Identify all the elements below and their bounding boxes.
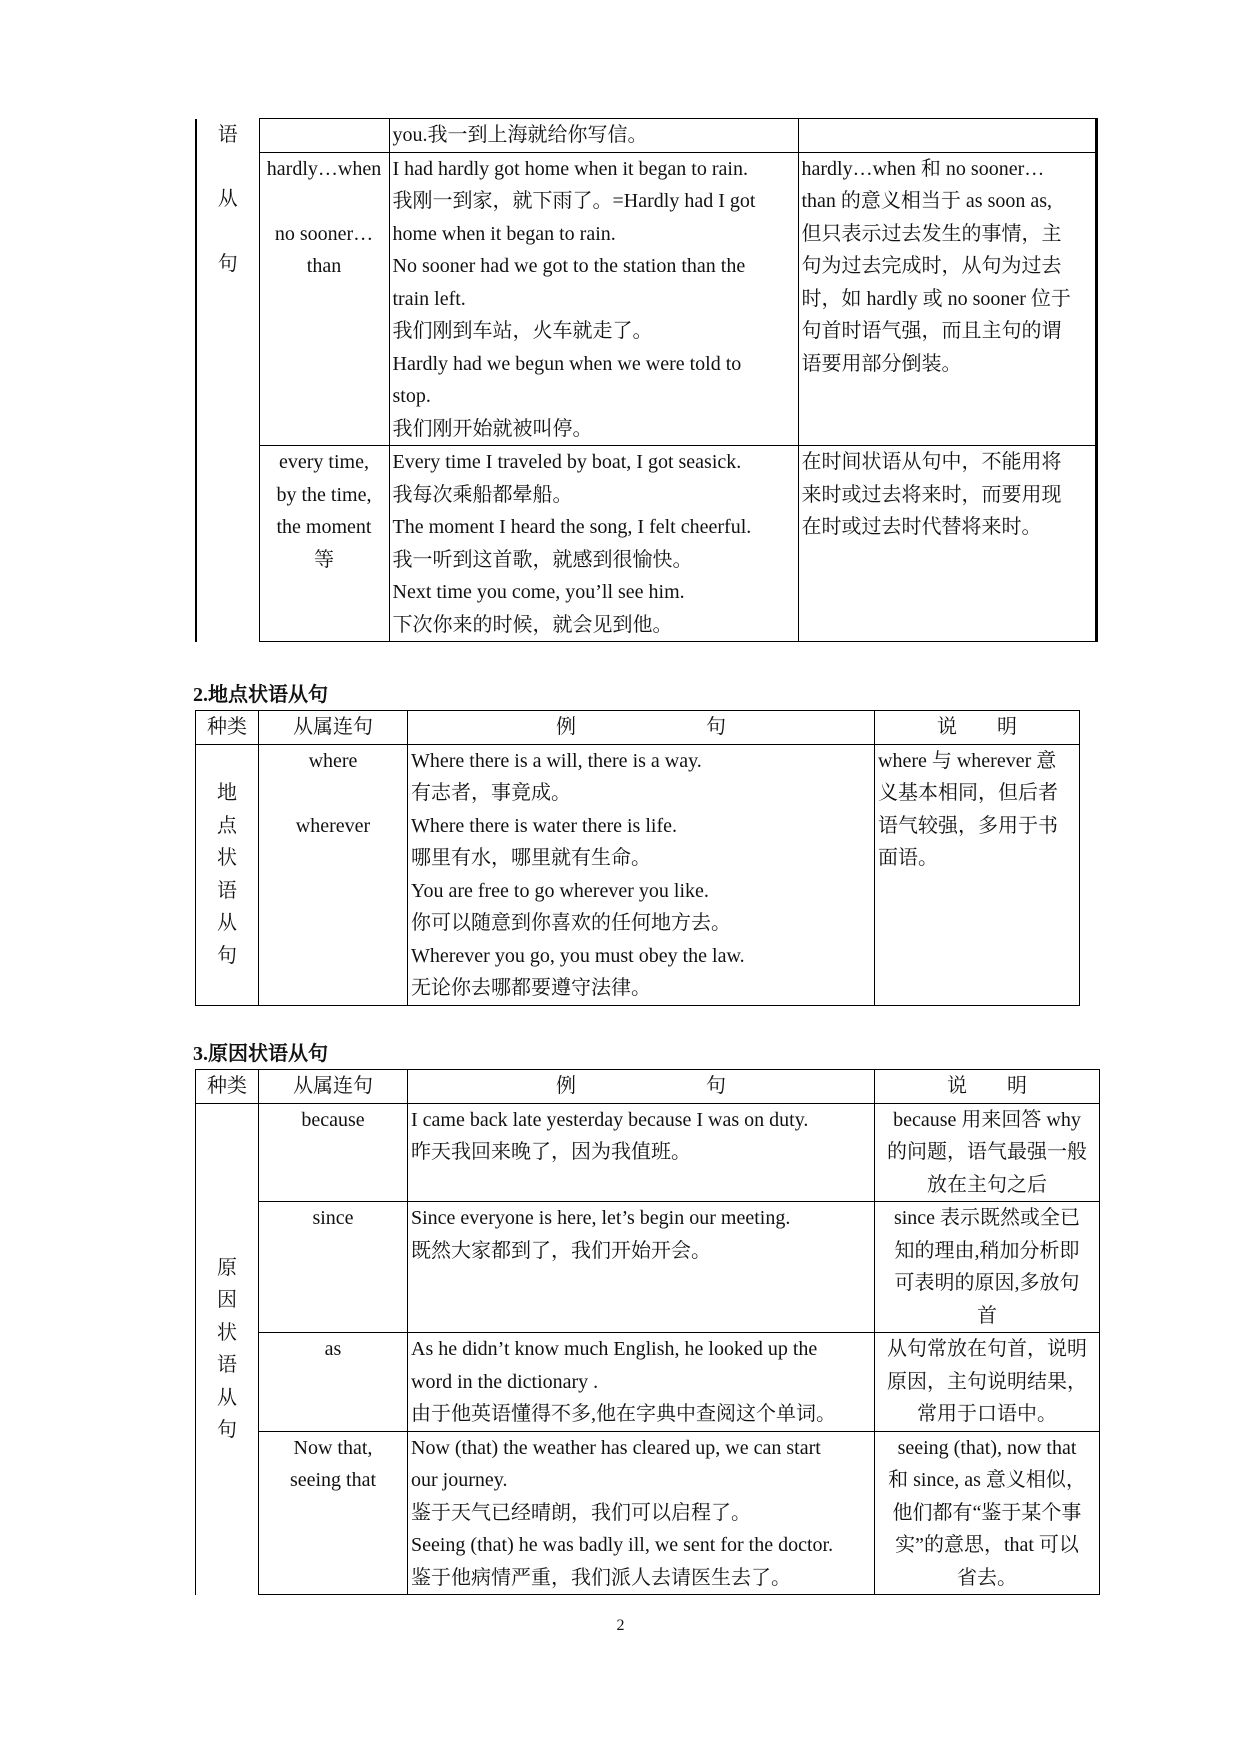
example-line: Where there is water there is life. [411, 814, 677, 837]
kind-char: 从 [217, 912, 237, 934]
example-line: 我一听到这首歌，就感到很愉快。 [392, 548, 693, 571]
note-line: 在时或过去时代替将来时。 [801, 516, 1042, 538]
note-line: 义基本相同，但后者 [878, 782, 1058, 804]
note-line: 常用于口语中。 [917, 1403, 1057, 1425]
note-line: 首 [977, 1304, 997, 1327]
kind-char: 句 [217, 252, 238, 275]
header-conj: 从属连句 [259, 1070, 408, 1104]
note-line: 省去。 [957, 1566, 1017, 1589]
header-example-char: 句 [706, 716, 726, 738]
header-example-char: 例 [556, 1075, 576, 1097]
example-line: 鉴于他病情严重，我们派人去请医生去了。 [411, 1566, 791, 1589]
note-cell [798, 446, 1096, 642]
conj-cell [259, 152, 389, 446]
example-cell [408, 1431, 875, 1595]
conj-text: where [308, 749, 358, 772]
note-line: 时，如 hardly 或 no sooner 位于 [801, 287, 1071, 310]
header-example-char: 句 [706, 1075, 726, 1097]
example-cell [408, 1333, 875, 1432]
table-row [196, 1103, 1100, 1202]
note-cell [875, 1333, 1100, 1432]
kind-char: 从 [217, 1386, 237, 1409]
kind-cell [196, 744, 259, 1005]
example-line: stop. [392, 385, 431, 407]
note-line: 语要用部分倒装。 [801, 352, 962, 375]
example-cell [389, 119, 798, 153]
header-note-char: 明 [997, 716, 1017, 738]
example-line: 我们刚到车站，火车就走了。 [392, 320, 653, 342]
note-line: hardly…when 和 no sooner… [801, 157, 1045, 180]
example-line: 下次你来的时候，就会见到他。 [392, 613, 673, 636]
header-note-char: 说 [937, 716, 957, 738]
note-line: 可表明的原因,多放句 [894, 1272, 1080, 1294]
note-cell [875, 744, 1080, 1005]
kind-char: 因 [217, 1289, 237, 1311]
header-example [408, 1070, 875, 1104]
note-line: 他们都有“鉴于某个事 [892, 1501, 1082, 1524]
page-number: 2 [616, 1617, 625, 1634]
example-line: 由于他英语懂得不多,他在字典中查阅这个单词。 [411, 1403, 836, 1425]
example-line: You are free to go wherever you like. [411, 879, 709, 902]
kind-char: 地 [217, 782, 237, 804]
conj-text: than [306, 255, 342, 277]
example-line: Where there is a will, there is a way. [411, 749, 702, 772]
example-line: Seeing (that) he was badly ill, we sent for the doctor. [411, 1534, 834, 1556]
header-kind: 种类 [196, 711, 259, 745]
example-line: 有志者，事竟成。 [411, 782, 571, 804]
time-clause-table [195, 118, 1098, 642]
note-line: 和 since, as 意义相似， [888, 1469, 1086, 1491]
header-kind: 种类 [196, 1070, 259, 1104]
conj-text: Now that, [293, 1436, 373, 1459]
table-row [196, 446, 1096, 642]
table-header-row [196, 1070, 1100, 1104]
example-line: No sooner had we got to the station than the [392, 255, 746, 277]
table-row [196, 152, 1096, 446]
note-line: where 与 wherever 意 [878, 749, 1057, 772]
table-row [196, 1202, 1100, 1333]
kind-char: 句 [217, 944, 237, 967]
conj-text: wherever [295, 814, 371, 837]
note-line: because 用来回答 why [893, 1108, 1081, 1131]
note-line: 知的理由,稍加分析即 [894, 1239, 1080, 1262]
note-line: 的问题，语气最强一般 [887, 1141, 1087, 1163]
conj-text: every time, [279, 451, 369, 473]
note-line: 在时间状语从句中，不能用将 [801, 451, 1062, 473]
example-line: I came back late yesterday because I was on duty. [411, 1108, 809, 1131]
note-line: 放在主句之后 [927, 1173, 1047, 1196]
kind-cell [196, 1103, 259, 1595]
example-line: Every time I traveled by boat, I got seasick. [392, 451, 742, 473]
example-line: Wherever you go, you must obey the law. [411, 944, 745, 967]
note-line: 来时或过去将来时，而要用现 [801, 483, 1062, 506]
reason-clause-table [195, 1069, 1100, 1595]
table-header-row [196, 711, 1080, 745]
table-row [196, 119, 1096, 153]
kind-char: 原 [217, 1256, 237, 1279]
header-conj: 从属连句 [259, 711, 408, 745]
header-note-char: 说 [947, 1075, 967, 1097]
example-line: home when it began to rain. [392, 222, 616, 245]
kind-char: 状 [217, 847, 237, 869]
section-heading: 3.原因状语从句 [193, 1043, 328, 1065]
kind-char: 句 [217, 1419, 237, 1441]
example-line: 你可以随意到你喜欢的任何地方去。 [411, 912, 731, 934]
kind-cell [196, 119, 259, 642]
example-line: word in the dictionary . [411, 1370, 599, 1393]
note-line: 从句常放在句首，说明 [887, 1338, 1087, 1360]
example-cell [408, 1103, 875, 1202]
header-example-char: 例 [556, 716, 576, 738]
conj-cell [259, 446, 389, 642]
note-cell [875, 1431, 1100, 1595]
section-heading: 2.地点状语从句 [193, 684, 328, 706]
example-line: our journey. [411, 1469, 508, 1491]
example-line: 我每次乘船都晕船。 [392, 483, 573, 506]
note-line: 实”的意思，that 可以 [895, 1534, 1079, 1556]
note-cell [875, 1103, 1100, 1202]
example-line: Now (that) the weather has cleared up, we can start [411, 1436, 821, 1459]
example-line: I had hardly got home when it began to rain. [392, 157, 748, 180]
example-line: you.我一到上海就给你写信。 [392, 124, 648, 146]
table-row [196, 1333, 1100, 1432]
example-cell [408, 744, 875, 1005]
conj-cell [259, 1202, 408, 1333]
conj-text: hardly…when [266, 157, 382, 180]
example-cell [408, 1202, 875, 1333]
note-line: 句首时语气强，而且主句的谓 [801, 320, 1062, 342]
conj-cell [259, 119, 389, 153]
conj-text: because [301, 1108, 365, 1131]
note-cell [798, 152, 1096, 446]
note-line: 面语。 [878, 847, 938, 869]
kind-char: 语 [217, 879, 237, 902]
conj-text: the moment [276, 516, 372, 538]
conj-cell [259, 1333, 408, 1432]
note-line: seeing (that), now that [897, 1436, 1077, 1459]
example-line: 无论你去哪都要遵守法律。 [411, 977, 651, 999]
header-note [875, 711, 1080, 745]
conj-text: no sooner… [274, 222, 374, 245]
note-line: 句为过去完成时，从句为过去 [801, 255, 1062, 277]
example-line: 鉴于天气已经晴朗，我们可以启程了。 [411, 1501, 751, 1524]
example-cell [389, 152, 798, 446]
conj-cell [259, 1103, 408, 1202]
header-note-char: 明 [1007, 1075, 1027, 1097]
kind-char: 点 [217, 814, 237, 837]
example-line: 昨天我回来晚了，因为我值班。 [411, 1141, 691, 1163]
header-note [875, 1070, 1100, 1104]
note-cell [875, 1202, 1100, 1333]
example-cell [389, 446, 798, 642]
example-line: Hardly had we begun when we were told to [392, 352, 742, 375]
example-line: 既然大家都到了，我们开始开会。 [411, 1239, 711, 1262]
note-line: 但只表示过去发生的事情，主 [801, 222, 1062, 245]
example-line: The moment I heard the song, I felt cheerful. [392, 516, 752, 538]
header-example [408, 711, 875, 745]
table-row [196, 1431, 1100, 1595]
table-row [196, 744, 1080, 1005]
example-line: 我刚一到家，就下雨了。=Hardly had I got [392, 190, 756, 212]
kind-char: 从 [217, 188, 238, 210]
example-line: 哪里有水，哪里就有生命。 [411, 847, 651, 869]
note-line: than 的意义相当于 as soon as, [801, 190, 1053, 212]
conj-cell [259, 744, 408, 1005]
example-line: As he didn’t know much English, he looked up the [411, 1338, 818, 1360]
conj-cell [259, 1431, 408, 1595]
example-line: 我们刚开始就被叫停。 [392, 417, 593, 440]
place-clause-table [195, 710, 1080, 1006]
conj-text: as [324, 1338, 342, 1360]
conj-text: seeing that [289, 1469, 377, 1491]
conj-text: by the time, [276, 483, 372, 506]
kind-char: 语 [217, 1354, 237, 1376]
note-cell [798, 119, 1096, 153]
kind-char: 语 [217, 123, 238, 146]
example-line: Next time you come, you’ll see him. [392, 581, 685, 603]
note-line: 语气较强，多用于书 [878, 814, 1058, 837]
example-line: Since everyone is here, let’s begin our meeting. [411, 1207, 791, 1229]
example-line: train left. [392, 287, 466, 310]
note-line: 原因，主句说明结果， [887, 1370, 1087, 1393]
note-line: since 表示既然或全已 [893, 1207, 1081, 1229]
conj-text: since [312, 1207, 354, 1229]
kind-char: 状 [217, 1321, 237, 1344]
conj-text: 等 [314, 548, 334, 571]
